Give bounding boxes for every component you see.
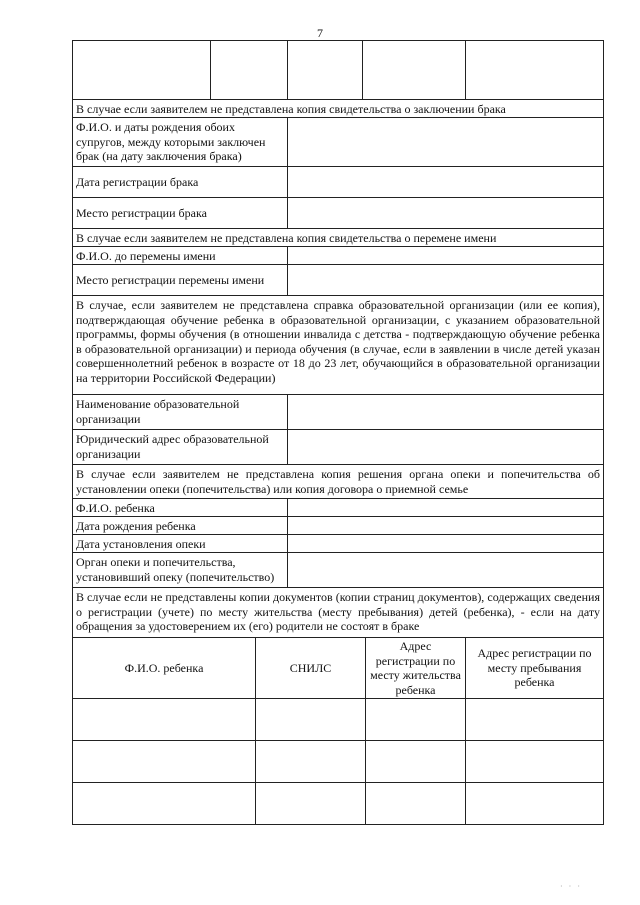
guardianship-fio-field[interactable] — [288, 499, 603, 516]
guardianship-birth-label: Дата рождения ребенка — [73, 517, 288, 534]
stay-address-field[interactable] — [466, 783, 603, 824]
guardianship-fio-label: Ф.И.О. ребенка — [73, 499, 288, 516]
snils-field[interactable] — [256, 741, 366, 782]
col-residence-address: Адрес регистрации по месту жительства ребенка — [366, 638, 466, 698]
child-fio-field[interactable] — [73, 699, 256, 740]
child-fio-field[interactable] — [73, 741, 256, 782]
guardianship-date-field[interactable] — [288, 535, 603, 552]
registration-row — [73, 741, 603, 783]
education-address-field[interactable] — [288, 430, 603, 464]
marriage-place-row — [73, 198, 603, 229]
col-child-fio: Ф.И.О. ребенка — [73, 638, 256, 698]
empty-cell[interactable] — [466, 41, 603, 99]
name-change-place-field[interactable] — [288, 265, 603, 295]
name-change-place-label: Место регистрации перемены имени — [73, 265, 288, 295]
form-table — [72, 40, 604, 825]
guardianship-fio-row — [73, 499, 603, 517]
stay-address-field[interactable] — [466, 741, 603, 782]
guardianship-birth-row — [73, 517, 603, 535]
snils-field[interactable] — [256, 783, 366, 824]
marriage-place-field[interactable] — [288, 198, 603, 228]
registration-section-header: В случае если не представлены копии документов (копии страниц документов), содержащих сведения о регистрации (учете) по месту жительства (месту пребывания) детей (ребенка), - если на дату обращения за удостоверением их (его) родители не состоят в браке — [73, 588, 603, 638]
guardianship-organ-label: Орган опеки и попечительства, установивший опеку (попечительство) — [73, 553, 288, 587]
education-address-row — [73, 430, 603, 465]
name-change-place-row — [73, 265, 603, 296]
snils-field[interactable] — [256, 699, 366, 740]
registration-row — [73, 699, 603, 741]
empty-cell[interactable] — [288, 41, 363, 99]
guardianship-date-row — [73, 535, 603, 553]
education-name-row — [73, 395, 603, 430]
empty-cell[interactable] — [211, 41, 288, 99]
residence-address-field[interactable] — [366, 741, 466, 782]
name-change-fio-label: Ф.И.О. до перемены имени — [73, 247, 288, 264]
registration-row — [73, 783, 603, 824]
residence-address-field[interactable] — [366, 699, 466, 740]
residence-address-field[interactable] — [366, 783, 466, 824]
col-snils: СНИЛС — [256, 638, 366, 698]
page-number: 7 — [317, 26, 323, 40]
scan-artifact: · · · — [560, 882, 582, 891]
guardianship-birth-field[interactable] — [288, 517, 603, 534]
guardianship-organ-field[interactable] — [288, 553, 603, 587]
education-section-header: В случае, если заявителем не представлена справка образовательной организации (или ее копия), подтверждающая обучение ребенка в образовательной организации, с указанием образовательной программы, формы обучения (в отношении инвалида с детства - подтверждающую обучение ребенка в образовательной организации) и периода обучения (в случае, если в заявлении в числе детей указан совершеннолетний ребенок в возрасте от 18 до 23 лет, обучающийся в образовательной организации на территории Российской Федерации) — [73, 296, 603, 395]
marriage-fio-field[interactable] — [288, 118, 603, 166]
education-address-label: Юридический адрес образовательной организации — [73, 430, 288, 464]
guardianship-section-header: В случае если заявителем не представлена копия решения органа опеки и попечительства об установлении опеки (попечительства) или копия договора о приемной семье — [73, 465, 603, 499]
marriage-fio-label: Ф.И.О. и даты рождения обоих супругов, между которыми заключен брак (на дату заключения брака) — [73, 118, 288, 166]
continuation-row — [73, 41, 603, 100]
guardianship-date-label: Дата установления опеки — [73, 535, 288, 552]
col-stay-address: Адрес регистрации по месту пребывания ребенка — [477, 646, 592, 690]
name-change-section-header: В случае если заявителем не представлена копия свидетельства о перемене имени — [73, 229, 603, 247]
registration-table-header — [73, 638, 603, 699]
child-fio-field[interactable] — [73, 783, 256, 824]
marriage-date-field[interactable] — [288, 167, 603, 197]
name-change-fio-field[interactable] — [288, 247, 603, 264]
marriage-fio-row — [73, 118, 603, 167]
marriage-place-label: Место регистрации брака — [73, 198, 288, 228]
name-change-fio-row — [73, 247, 603, 265]
stay-address-field[interactable] — [466, 699, 603, 740]
marriage-date-row — [73, 167, 603, 198]
marriage-section-header: В случае если заявителем не представлена копия свидетельства о заключении брака — [73, 100, 603, 118]
education-name-field[interactable] — [288, 395, 603, 429]
education-name-label: Наименование образовательной организации — [73, 395, 288, 429]
empty-cell[interactable] — [73, 41, 211, 99]
guardianship-organ-row — [73, 553, 603, 588]
marriage-date-label: Дата регистрации брака — [73, 167, 288, 197]
empty-cell[interactable] — [363, 41, 466, 99]
